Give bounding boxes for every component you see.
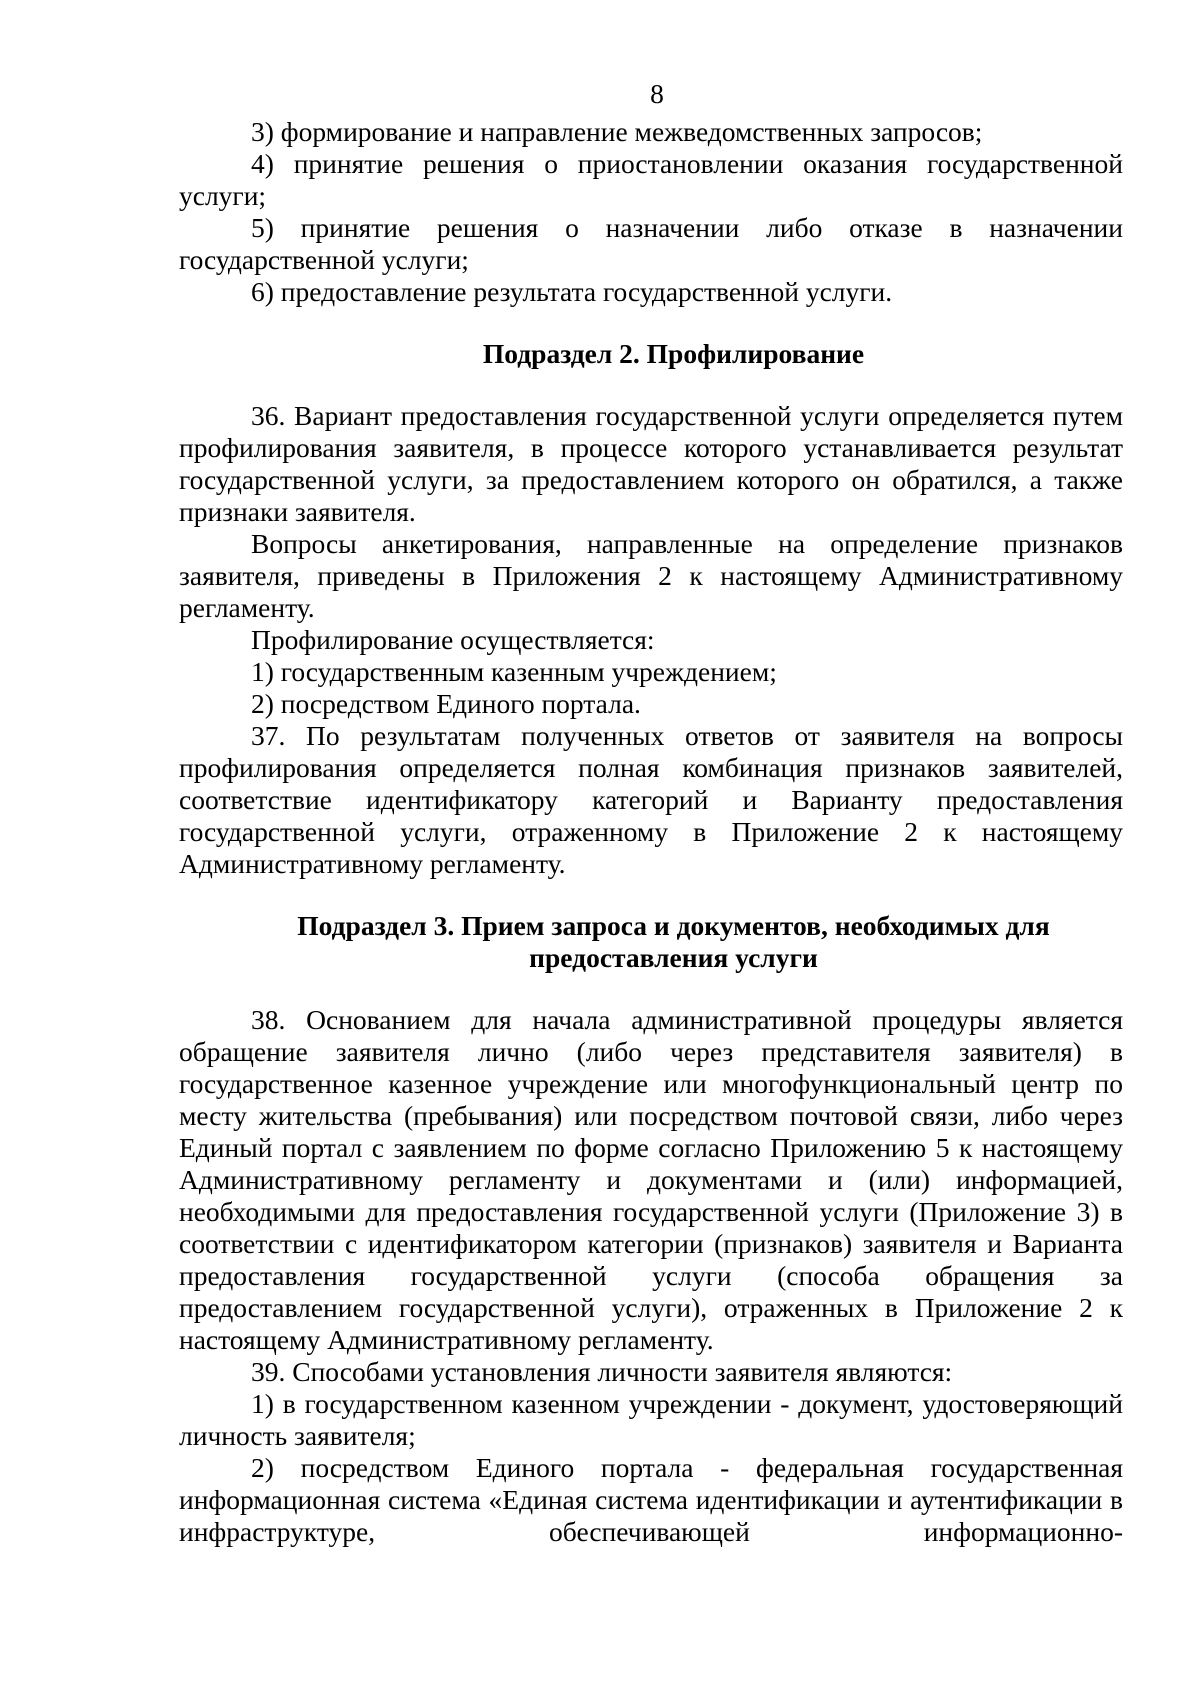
list-item-3: 3) формирование и направление межведомственных запросов; <box>251 116 983 147</box>
page-number: 8 <box>650 78 664 109</box>
paragraph-37: 37. По результатам полученных ответов от заявителя на вопросы профилирования определяется полная комбинация признаков заявителей, соответствие идентификатору категорий и Варианту предоставления государственной услуги, отраженному в Приложение 2 к настоящему Административному регламенту. <box>179 720 1123 879</box>
paragraph-profiling-performed: Профилирование осуществляется: <box>251 624 655 655</box>
list-item-4: 4) принятие решения о приостановлении оказания государственной услуги; <box>179 148 1123 211</box>
section-3-heading-line-2: предоставления услуги <box>529 942 818 973</box>
identification-item-2: 2) посредством Единого портала - федеральная государственная информационная система «Единая система идентификации и аутентификации в инфраструктуре, обеспечивающей информационно- <box>179 1452 1123 1547</box>
profiling-item-2: 2) посредством Единого портала. <box>251 688 641 719</box>
paragraph-38: 38. Основанием для начала административной процедуры является обращение заявителя лично (либо через представителя заявителя) в государственное казенное учреждение или многофункциональный центр по месту жительства (пребывания) или посредством почтовой связи, либо через Единый портал с заявлением по форме согласно Приложению 5 к настоящему Административному регламенту и документами и (или) информацией, необходимыми для предоставления государственной услуги (Приложение 3) в соответствии с идентификатором категории (признаков) заявителя и Варианта предоставления государственной услуги (способа обращения за предоставлением государственной услуги), отраженных в Приложение 2 к настоящему Административному регламенту. <box>179 1004 1123 1355</box>
profiling-item-1: 1) государственным казенным учреждением; <box>251 656 777 687</box>
identification-item-1: 1) в государственном казенном учреждении - документ, удостоверяющий личность заявителя; <box>179 1388 1123 1451</box>
section-2-heading: Подраздел 2. Профилирование <box>482 338 865 369</box>
list-item-6: 6) предоставление результата государственной услуги. <box>251 276 893 307</box>
document-page <box>179 78 1123 1548</box>
paragraph-questionnaire: Вопросы анкетирования, направленные на определение признаков заявителя, приведены в Приложения 2 к настоящему Административному регламенту. <box>179 528 1123 623</box>
paragraph-36: 36. Вариант предоставления государственной услуги определяется путем профилирования заявителя, в процессе которого устанавливается результат государственной услуги, за предоставлением которого он обратился, а также признаки заявителя. <box>179 400 1123 527</box>
list-item-5: 5) принятие решения о назначении либо отказе в назначении государственной услуги; <box>179 212 1123 275</box>
paragraph-39: 39. Способами установления личности заявителя являются: <box>251 1356 953 1387</box>
section-3-heading-line-1: Подраздел 3. Прием запроса и документов, необходимых для <box>297 910 1050 941</box>
